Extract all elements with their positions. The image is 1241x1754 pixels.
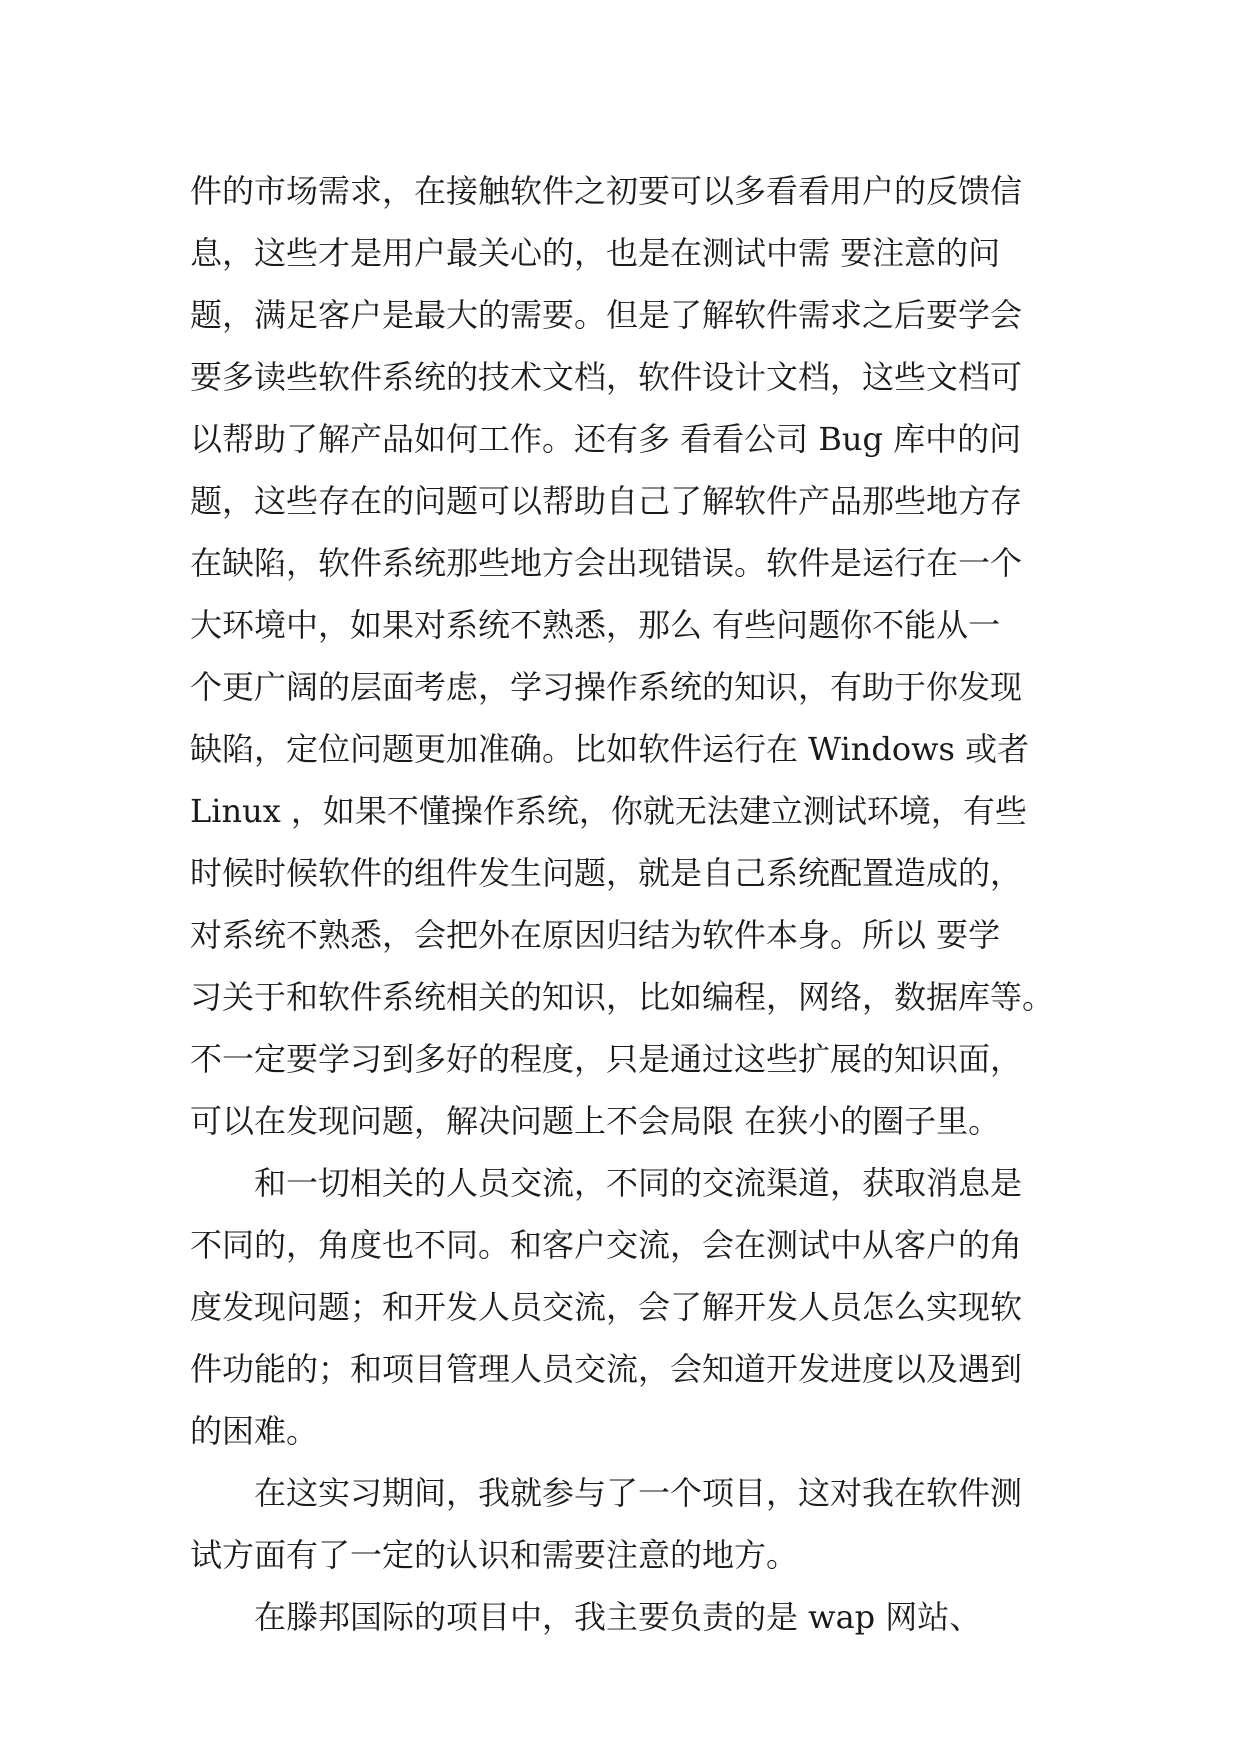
text-line: Linux ，如果不懂操作系统，你就无法建立测试环境，有些 [190,792,1027,830]
text-line: 题，这些存在的问题可以帮助自己了解软件产品那些地方存 [190,482,1023,520]
text-line: 对系统不熟悉，会把外在原因归结为软件本身。所以 要学 [190,916,1001,954]
text-line: 件的市场需求，在接触软件之初要可以多看看用户的反馈信 [190,172,1023,210]
text-line: 个更广阔的层面考虑，学习操作系统的知识，有助于你发现 [190,668,1023,706]
text-line: 在缺陷，软件系统那些地方会出现错误。软件是运行在一个 [190,544,1023,582]
text-line: 息，这些才是用户最关心的，也是在测试中需 要注意的问 [190,234,1001,272]
text-line: 在这实习期间，我就参与了一个项目，这对我在软件测 [190,1474,1023,1512]
text-line: 可以在发现问题，解决问题上不会局限 在狭小的圈子里。 [190,1102,1001,1140]
text-line: 缺陷，定位问题更加准确。比如软件运行在 Windows 或者 [190,730,1030,768]
text-line: 以帮助了解产品如何工作。还有多 看看公司 Bug 库中的问 [190,420,1022,458]
text-line: 题，满足客户是最大的需要。但是了解软件需求之后要学会 [190,296,1023,334]
text-line: 的困难。 [190,1412,319,1450]
text-line: 大环境中，如果对系统不熟悉，那么 有些问题你不能从一 [190,606,1001,644]
text-line: 要多读些软件系统的技术文档，软件设计文档，这些文档可 [190,358,1023,396]
text-line: 试方面有了一定的认识和需要注意的地方。 [190,1536,799,1574]
text-line: 在滕邦国际的项目中，我主要负责的是 wap 网站、 [190,1598,982,1636]
text-line: 习关于和软件系统相关的知识，比如编程，网络，数据库等。 [190,978,1055,1016]
text-line: 和一切相关的人员交流，不同的交流渠道，获取消息是 [190,1164,1023,1202]
text-line: 度发现问题；和开发人员交流，会了解开发人员怎么实现软 [190,1288,1023,1326]
body-text [190,160,1070,1648]
text-line: 件功能的；和项目管理人员交流，会知道开发进度以及遇到 [190,1350,1023,1388]
text-line: 不一定要学习到多好的程度，只是通过这些扩展的知识面， [190,1040,1023,1078]
text-line: 时候时候软件的组件发生问题，就是自己系统配置造成的， [190,854,1023,892]
text-line: 不同的，角度也不同。和客户交流，会在测试中从客户的角 [190,1226,1023,1264]
